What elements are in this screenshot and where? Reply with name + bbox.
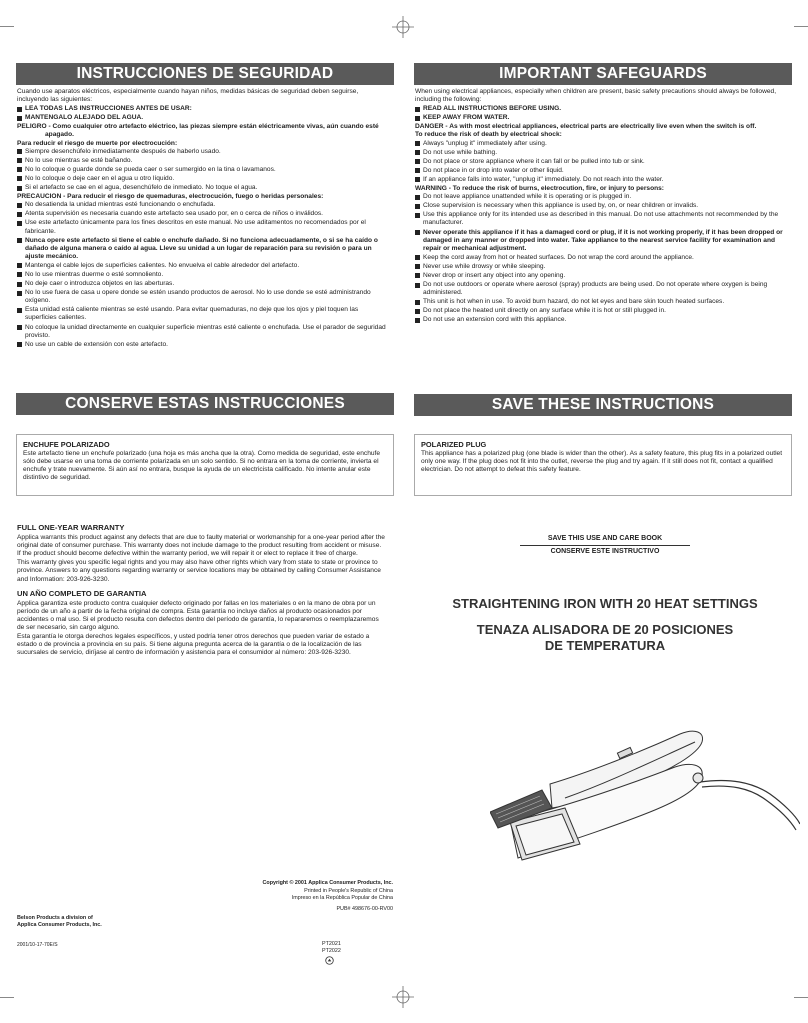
safety-bullet: Never use while drowsy or while sleeping. — [415, 263, 789, 271]
safety-warning: PELIGRO - Como cualquier otro artefacto eléctrico, las piezas siempre están eléctricamente vivas, aún cuando esté apagado. — [17, 123, 379, 139]
en-safety-section — [415, 88, 789, 326]
safety-bullet: LEA TODAS LAS INSTRUCCIONES ANTES DE USAR: — [17, 105, 387, 113]
safety-bullet: Atenta supervisión es necesaria cuando este artefacto sea usado por, en o cerca de niños o inválidos. — [17, 210, 387, 218]
safety-bullet: Esta unidad está caliente mientras se esté usando. Para evitar quemaduras, no deje que los ojos y piel toquen las superficies calientes. — [17, 306, 387, 322]
save-book-divider — [520, 545, 690, 546]
safety-bullet: Do not use while bathing. — [415, 149, 789, 157]
registration-mark-top — [392, 16, 414, 38]
save-book-es: CONSERVE ESTE INSTRUCTIVO — [550, 548, 660, 555]
en-plug-text: This appliance has a polarized plug (one blade is wider than the other). As a safety feature, this plug fits in a polarized outlet only one way. If the plug does not fit into the outlet, reverse the plug and try again. If it still does not fit, contact a qualified electrician. Do not attempt to defeat this safety feature. — [421, 450, 783, 474]
safety-bullet: Do not use outdoors or operate where aerosol (spray) products are being used. Do not operate where oxygen is being administered. — [415, 281, 789, 297]
en-polarized-plug-box — [414, 434, 792, 496]
safety-bullet: No use un cable de extensión con este artefacto. — [17, 341, 387, 349]
safety-bullet: No coloque la unidad directamente en cualquier superficie mientras esté caliente o enchufada. Use el parador de seguridad provisto. — [17, 324, 387, 340]
warranty-section — [17, 524, 385, 658]
es-safety-heading: INSTRUCCIONES DE SEGURIDAD — [16, 63, 394, 85]
product-title-es-2: DE TEMPERATURA — [544, 638, 666, 653]
safety-bullet: No lo use mientras duerme o esté somnoliento. — [17, 271, 387, 279]
es-safety-intro: Cuando use aparatos eléctricos, especialmente cuando hayan niños, medidas básicas de seguridad deben seguirse, incluyendo las siguientes: — [17, 88, 359, 104]
safety-bullet: Nunca opere este artefacto si tiene el cable o enchufe dañado. Si no funciona adecuadamente, o si se ha caído o dañado de alguna manera o caído al agua. Lleve su unidad a un lugar de reparación para su revisión o para un ajuste mecánico. — [17, 237, 387, 261]
safety-subhead: Para reducir el riesgo de muerte por electrocución: — [17, 139, 178, 147]
safety-bullet: READ ALL INSTRUCTIONS BEFORE USING. — [415, 105, 789, 113]
recycle-icon — [325, 956, 334, 965]
safety-bullet: Do not place in or drop into water or other liquid. — [415, 167, 789, 175]
es-polarized-plug-box — [16, 434, 394, 496]
safety-bullet: Keep the cord away from hot or heated surfaces. Do not wrap the cord around the appliance. — [415, 254, 789, 262]
warranty-es-p1: Applica garantiza este producto contra cualquier defecto originado por fallas en los materiales o en la mano de obra por un período de un año a partir de la fecha original de compra. Esta garantía no incluye daños al producto ocasionados por accidentes o mal uso. Si el producto resulta con defectos dentro del período de garantía, lo repararemos o reemplazaremos de ser necesario, sin cargo alguno. — [17, 599, 379, 632]
safety-bullet: No lo use fuera de casa u opere donde se estén usando productos de aerosol. No lo use donde se esté administrando oxígeno. — [17, 289, 387, 305]
trim-line-top-left — [0, 26, 14, 27]
en-safety-heading: IMPORTANT SAFEGUARDS — [414, 63, 792, 85]
es-plug-text: Este artefacto tiene un enchufe polarizado (una hoja es más ancha que la otra). Como medida de seguridad, este enchufe sólo debe usarse en una toma de corriente polarizada en un solo sentido. Si no entrara en la toma de corriente, invierta el enchufe y trate nuevamente. Si aún así no entrara, busque la ayuda de un electricista calificado. No intente anular este distintivo de seguridad. — [23, 450, 381, 482]
safety-bullet: MANTENGALO ALEJADO DEL AGUA. — [17, 114, 387, 122]
safety-bullet: Mantenga el cable lejos de superficies calientes. No envuelva el cable alrededor del artefacto. — [17, 262, 387, 270]
print-code: 2001/10-17-70E/S — [17, 942, 58, 948]
en-plug-title: POLARIZED PLUG — [421, 440, 487, 449]
safety-bullet: No desatienda la unidad mientras esté funcionando o enchufada. — [17, 201, 387, 209]
trim-line-bottom-right — [794, 997, 808, 998]
safety-bullet: Always "unplug it" immediately after using. — [415, 140, 789, 148]
safety-bullet: Close supervision is necessary when this appliance is used by, on, or near children or invalids. — [415, 202, 789, 210]
model-1: PT2021 — [322, 941, 341, 947]
pub-number: PUB# 498676-00-RV00 — [336, 906, 393, 912]
safety-bullet: Do not leave appliance unattended while it is operating or is plugged in. — [415, 193, 789, 201]
safety-bullet: No lo use mientras se esté bañando. — [17, 157, 387, 165]
safety-bullet: If an appliance falls into water, "unplug it" immediately. Do not reach into the water. — [415, 176, 789, 184]
safety-bullet: Do not place the heated unit directly on any surface while it is hot or still plugged in. — [415, 307, 789, 315]
safety-subhead: PRECAUCION - Para reducir el riesgo de quemaduras, electrocución, fuego o heridas personales: — [17, 193, 324, 201]
safety-bullet: This unit is hot when in use. To avoid burn hazard, do not let eyes and bare skin touch heated surfaces. — [415, 298, 789, 306]
safety-bullet: Do not use an extension cord with this appliance. — [415, 316, 789, 324]
straightening-iron-illustration — [490, 712, 800, 872]
es-safety-section — [17, 88, 387, 350]
en-save-heading: SAVE THESE INSTRUCTIONS — [414, 394, 792, 416]
trim-line-bottom-left — [0, 997, 14, 998]
safety-bullet: Never operate this appliance if it has a damaged cord or plug, if it is not working properly, if it has been dropped or damaged in any manner or dropped into water. Take appliance to the nearest service facility for examination and repair or mechanical adjustment. — [415, 229, 789, 253]
safety-bullet: KEEP AWAY FROM WATER. — [415, 114, 789, 122]
safety-bullet: Use this appliance only for its intended use as described in this manual. Do not use attachments not recommended by the manufacturer. — [415, 211, 789, 227]
warranty-en-title: FULL ONE-YEAR WARRANTY — [17, 523, 125, 532]
safety-bullet: No deje caer o introduzca objetos en las aberturas. — [17, 280, 387, 288]
safety-bullet: Never drop or insert any object into any opening. — [415, 272, 789, 280]
en-safety-intro: When using electrical appliances, especially when children are present, basic safety precautions should always be followed, including the following: — [415, 88, 777, 104]
warranty-es-p2: Esta garantía le otorga derechos legales específicos, y usted podría tener otros derechos que pueden variar de estado a estado o de provincia a provincia en su país. Si tiene alguna pregunta acerca de la garantía o de la localización de las sucursales de servicio, diríjase al centro de información y asistencia para el consumidor al número: 203-926-3230. — [17, 633, 370, 657]
copyright: Copyright © 2001 Applica Consumer Products, Inc. — [262, 880, 393, 886]
warranty-en-p2: This warranty gives you specific legal rights and you may also have other rights which vary from state to state or province to province. Answers to any questions regarding warranty or service locations may be obtained by calling Consumer Assistance and Information: 203-926-3230. — [17, 559, 381, 583]
safety-bullet: No lo coloque o deje caer en el agua u otro líquido. — [17, 175, 387, 183]
save-book-en: SAVE THIS USE AND CARE BOOK — [547, 535, 663, 542]
safety-subhead: To reduce the risk of death by electrical shock: — [415, 131, 562, 139]
safety-bullet: Siempre desenchúfelo inmediatamente después de haberlo usado. — [17, 148, 387, 156]
es-save-heading: CONSERVE ESTAS INSTRUCCIONES — [16, 393, 394, 415]
safety-bullet: No lo coloque o guarde donde se pueda caer o ser sumergido en la tina o lavamanos. — [17, 166, 387, 174]
safety-bullet: Use este artefacto únicamente para los fines descritos en este manual. No use aditamentos no recomendados por el fabricante. — [17, 219, 387, 235]
safety-subhead: DANGER - As with most electrical appliances, electrical parts are electrically live even when the switch is off. — [415, 123, 757, 131]
belson-line-2: Applica Consumer Products, Inc. — [17, 922, 102, 928]
model-2: PT2022 — [322, 948, 341, 954]
safety-subhead: WARNING - To reduce the risk of burns, electrocution, fire, or injury to persons: — [415, 185, 665, 193]
trim-line-top-right — [794, 26, 808, 27]
warranty-es-title: UN AÑO COMPLETO DE GARANTIA — [17, 588, 147, 598]
warranty-en-p1: Applica warrants this product against any defects that are due to faulty material or workmanship for a one-year period after the original date of consumer purchase. This warranty does not include damage to the product resulting from accident or misuse. If the product should become defective within the warranty period, we will repair it or elect to replace it free of charge. — [17, 534, 385, 558]
safety-bullet: Si el artefacto se cae en el agua, desenchúfelo de inmediato. No toque el agua. — [17, 184, 387, 192]
product-title-en: STRAIGHTENING IRON WITH 20 HEAT SETTINGS — [452, 596, 758, 611]
printed-en: Printed in People's Republic of China — [304, 888, 393, 894]
es-plug-title: ENCHUFE POLARIZADO — [23, 440, 110, 449]
safety-bullet: Do not place or store appliance where it can fall or be pulled into tub or sink. — [415, 158, 789, 166]
printed-es: Impreso en la República Popular de China — [291, 895, 393, 901]
belson-line-1: Belson Products a division of — [17, 915, 93, 921]
product-title-es-1: TENAZA ALISADORA DE 20 POSICIONES — [476, 622, 734, 637]
registration-mark-bottom — [392, 986, 414, 1008]
